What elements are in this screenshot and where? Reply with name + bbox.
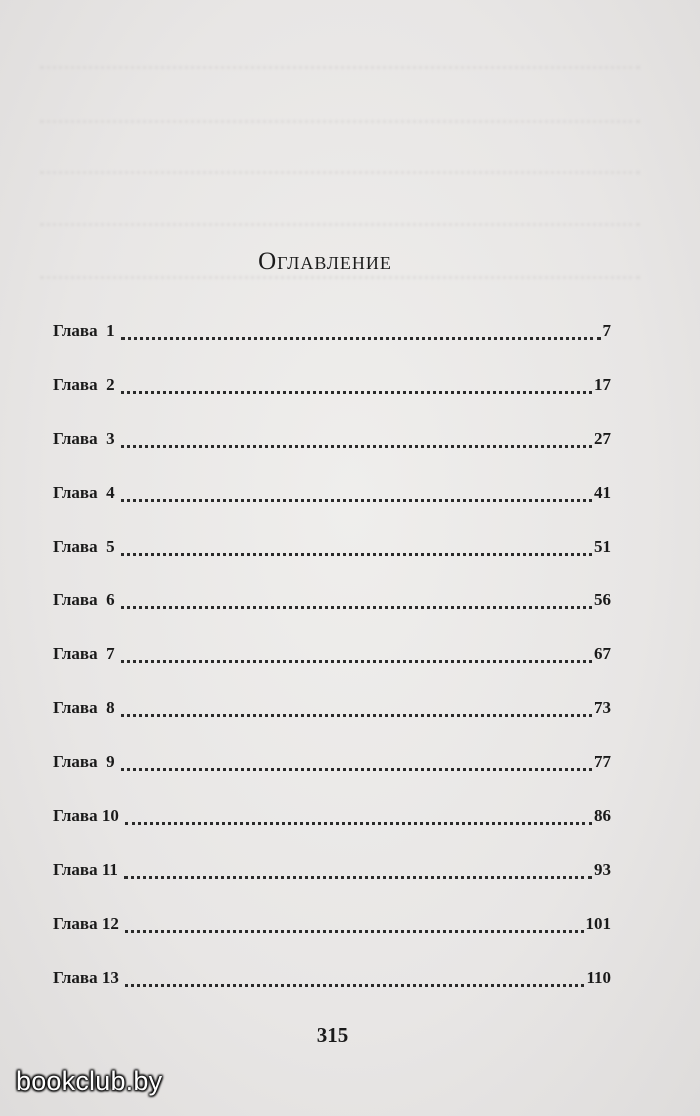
toc-entry[interactable]	[53, 752, 611, 806]
toc-entry-label: Глава 10	[53, 806, 119, 826]
toc-title: Оглавление	[258, 248, 392, 275]
dot-leader	[121, 536, 592, 556]
toc-entry-label: Глава 4	[53, 482, 115, 502]
toc-entry-page: 86	[594, 806, 611, 826]
toc-entry-page: 17	[594, 374, 611, 394]
toc-entry-page: 41	[594, 482, 611, 502]
toc-entry-page: 51	[594, 536, 611, 556]
dot-leader	[121, 643, 592, 663]
dot-leader	[121, 482, 592, 502]
toc-entry[interactable]	[53, 429, 611, 483]
table-of-contents	[53, 321, 611, 1022]
toc-entry-page: 110	[586, 967, 611, 987]
dot-leader	[121, 374, 592, 394]
toc-entry-label: Глава 13	[53, 967, 119, 987]
toc-entry[interactable]	[53, 968, 611, 1022]
toc-entry[interactable]	[53, 698, 611, 752]
bleed-through-line	[40, 215, 640, 229]
toc-entry[interactable]	[53, 321, 611, 375]
watermark-logo: bookclub.by	[16, 1066, 163, 1096]
toc-entry-label: Глава 12	[53, 913, 119, 933]
toc-entry-label: Глава 2	[53, 374, 115, 394]
toc-entry-page: 27	[594, 428, 611, 448]
toc-entry[interactable]	[53, 914, 611, 968]
dot-leader	[121, 428, 592, 448]
toc-entry-label: Глава 7	[53, 644, 115, 664]
toc-entry-page: 73	[594, 698, 611, 718]
dot-leader	[121, 320, 601, 340]
toc-entry-label: Глава 3	[53, 428, 115, 448]
toc-entry-page: 7	[602, 321, 611, 340]
dot-leader	[124, 859, 592, 879]
toc-entry-label: Глава 5	[53, 536, 115, 556]
toc-entry[interactable]	[53, 537, 611, 591]
toc-entry-page: 101	[585, 913, 611, 933]
dot-leader	[121, 589, 592, 609]
toc-entry-page: 56	[594, 590, 611, 610]
bleed-through-line	[40, 112, 640, 126]
toc-entry-label: Глава 8	[53, 698, 115, 718]
toc-entry[interactable]	[53, 375, 611, 429]
toc-entry[interactable]	[53, 860, 611, 914]
dot-leader	[121, 697, 592, 717]
toc-entry[interactable]	[53, 590, 611, 644]
page-number: 315	[316, 1023, 349, 1047]
toc-entry-label: Глава 11	[53, 859, 118, 879]
bleed-through-line	[40, 163, 640, 177]
bleed-through-line	[40, 58, 640, 72]
toc-entry-page: 93	[594, 859, 611, 879]
toc-entry[interactable]	[53, 644, 611, 698]
toc-entry-page: 77	[594, 752, 611, 772]
toc-entry-label: Глава 1	[53, 321, 115, 340]
dot-leader	[121, 751, 592, 771]
dot-leader	[125, 805, 592, 825]
toc-entry-page: 67	[594, 644, 611, 664]
toc-entry-label: Глава 6	[53, 590, 115, 610]
toc-entry-label: Глава 9	[53, 752, 115, 772]
toc-entry[interactable]	[53, 483, 611, 537]
toc-entry[interactable]	[53, 806, 611, 860]
dot-leader	[125, 913, 584, 933]
dot-leader	[125, 967, 585, 987]
